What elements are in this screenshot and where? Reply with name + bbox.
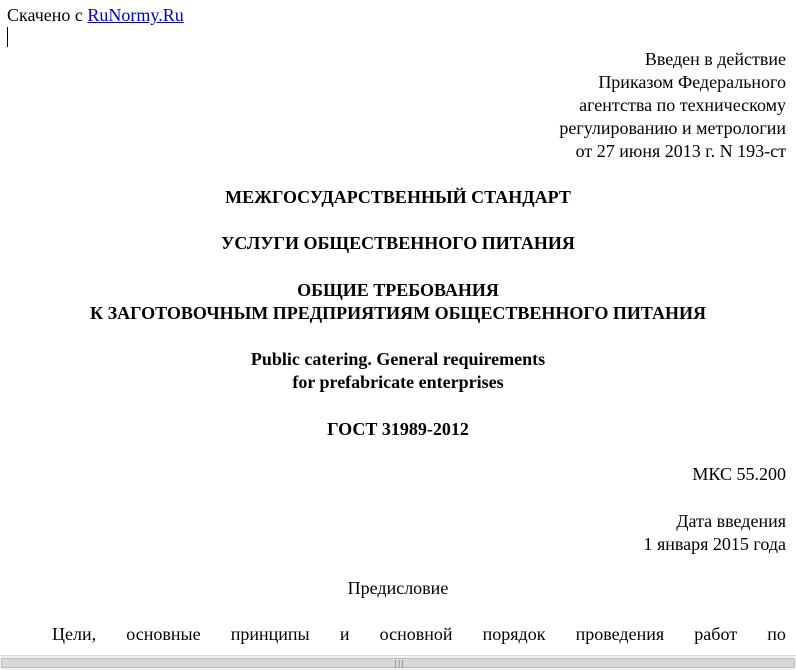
text-cursor — [7, 27, 8, 47]
paragraph-word: Цели, — [52, 624, 97, 644]
paragraph-word: основные — [126, 624, 201, 644]
paragraph-word: по — [767, 624, 786, 644]
foreword-paragraph — [52, 623, 786, 646]
intro-date-value: 1 января 2015 года — [643, 534, 786, 554]
paragraph-word: основной — [379, 624, 453, 644]
grip-icon: ||| — [394, 659, 406, 668]
mks-code: МКС 55.200 — [692, 464, 786, 484]
paragraph-word: принципы — [230, 624, 310, 644]
paragraph-word: и — [339, 624, 350, 644]
subject-heading: УСЛУГИ ОБЩЕСТВЕННОГО ПИТАНИЯ — [221, 233, 575, 253]
standard-type-heading: МЕЖГОСУДАРСТВЕННЫЙ СТАНДАРТ — [225, 187, 571, 207]
horizontal-scrollbar[interactable] — [0, 655, 796, 670]
gost-number: ГОСТ 31989-2012 — [327, 419, 469, 439]
requirements-heading-line1: ОБЩИЕ ТРЕБОВАНИЯ — [297, 280, 499, 300]
requirements-heading-line2: К ЗАГОТОВОЧНЫМ ПРЕДПРИЯТИЯМ ОБЩЕСТВЕННОГО ПИТАНИЯ — [90, 303, 706, 323]
foreword-heading: Предисловие — [347, 578, 449, 598]
english-title-line1: Public catering. General requirements — [250, 349, 546, 369]
paragraph-word: проведения — [575, 624, 665, 644]
english-title-line2: for prefabricate enterprises — [292, 372, 504, 392]
enactment-line: от 27 июня 2013 г. N 193-ст — [575, 141, 786, 161]
enactment-block — [559, 48, 786, 163]
enactment-line: агентства по техническому — [579, 95, 786, 115]
downloaded-from-line — [7, 4, 184, 26]
paragraph-word: работ — [694, 624, 738, 644]
paragraph-word: порядок — [482, 624, 546, 644]
scrollbar-thumb[interactable] — [1, 658, 795, 668]
foreword-first-line — [52, 623, 786, 646]
enactment-line: Приказом Федерального — [598, 72, 786, 92]
intro-date-label: Дата введения — [676, 511, 786, 531]
downloaded-prefix: Скачено с — [7, 5, 83, 25]
enactment-line: регулированию и метрологии — [559, 118, 786, 138]
runormy-link[interactable]: RuNormy.Ru — [87, 5, 184, 25]
enactment-line: Введен в действие — [644, 49, 786, 69]
